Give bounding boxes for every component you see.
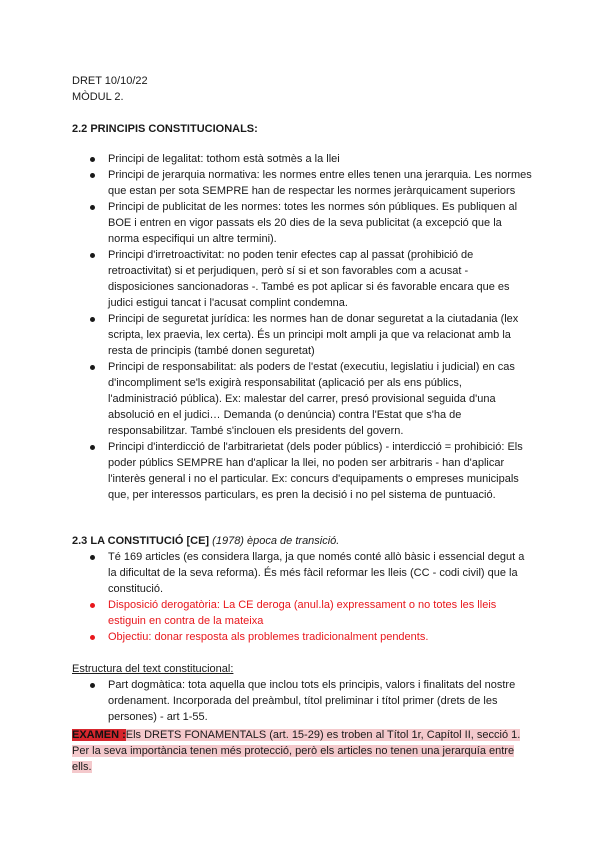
exam-tag: EXAMEN : — [72, 729, 126, 741]
exam-text: Els DRETS FONAMENTALS (art. 15-29) es troben al Títol 1r, Capítol II, secció 1. Per la seva importància tenen més protecció, però els articles no tenen una jerarquía entre ells. — [72, 729, 521, 773]
exam-note — [72, 727, 532, 775]
header-module: MÒDUL 2. — [72, 91, 124, 103]
header-date: DRET 10/10/22 — [72, 75, 148, 87]
principle-item: Principi d'irretroactivitat: no poden tenir efectes cap al passat (prohibició de retroactivitat) si et perjudiquen, però sí si et son favorables com a acusat - disposiciones sancionadoras -. També es pot aplicar si és favorable encara que es judici estigui tancat i l'acusat complint condemna. — [72, 247, 532, 311]
section-23-title — [72, 533, 532, 549]
principle-item: Principi de responsabilitat: als poders de l'estat (executiu, legislatiu i judicial) en cas d'incompliment se'ls exigirà responsabilitat (aplicació per als ens públics, l'administració pública). Ex: malestar del carrer, presó provisional seguida d'una absolució en el judici… Demanda (o denúncia) contra l'Estat que s'ha de responsabilitzar. També s'inclouen els presidents del govern. — [72, 359, 532, 439]
section-23 — [72, 533, 532, 645]
structure-item: Part dogmàtica: tota aquella que inclou tots els principis, valors i finalitats del nostre ordenament. Incorporada del preàmbul, títol preliminar i títol primer (drets de les persones) - art 1-55. — [72, 677, 532, 725]
structure-list — [72, 677, 532, 725]
constitution-item-red: Objectiu: donar resposta als problemes tradicionalment pendents. — [72, 629, 532, 645]
section-22-title: 2.2 PRINCIPIS CONSTITUCIONALS: — [72, 123, 258, 135]
constitution-list — [72, 549, 532, 645]
document-content — [72, 73, 532, 775]
section-23-title-main: 2.3 LA CONSTITUCIÓ [CE] — [72, 535, 210, 547]
principle-item: Principi de legalitat: tothom està sotmès a la llei — [72, 151, 532, 167]
structure-title: Estructura del text constitucional: — [72, 663, 234, 675]
principles-list — [72, 151, 532, 503]
constitution-item-red: Disposició derogatòria: La CE deroga (anul.la) expressament o no totes les lleis estiguin en contra de la mateixa — [72, 597, 532, 629]
principle-item: Principi de seguretat jurídica: les normes han de donar seguretat a la ciutadania (lex scripta, lex praevia, lex certa). És un principi molt ampli ja que va relacionat amb la resta de principis (també donen seguretat) — [72, 311, 532, 359]
constitution-item: Té 169 articles (es considera llarga, ja que només conté allò bàsic i essencial degut a la dificultat de la seva reforma). És més fàcil reformar les lleis (CC - codi civil) que la constitució. — [72, 549, 532, 597]
principle-item: Principi de publicitat de les normes: totes les normes són públiques. Es publiquen al BOE i entren en vigor passats els 20 dies de la seva publicitat (a excepció que la norma especifiqui un altre termini). — [72, 199, 532, 247]
principle-item: Principi d'interdicció de l'arbitrarietat (dels poder públics) - interdicció = prohibició: Els poder públics SEMPRE han d'aplicar la llei, no poden ser arbitraris - han d'aplicar l'interès general i no el particular. Ex: concurs d'equipaments o empreses municipals que, per interessos particulars, es pren la decisió i no pel sistema de puntuació. — [72, 439, 532, 503]
principle-item: Principi de jerarquia normativa: les normes entre elles tenen una jerarquia. Les normes que estan per sota SEMPRE han de respectar les normes jeràrquicament superiors — [72, 167, 532, 199]
section-23-title-sub: (1978) època de transició. — [212, 535, 340, 547]
